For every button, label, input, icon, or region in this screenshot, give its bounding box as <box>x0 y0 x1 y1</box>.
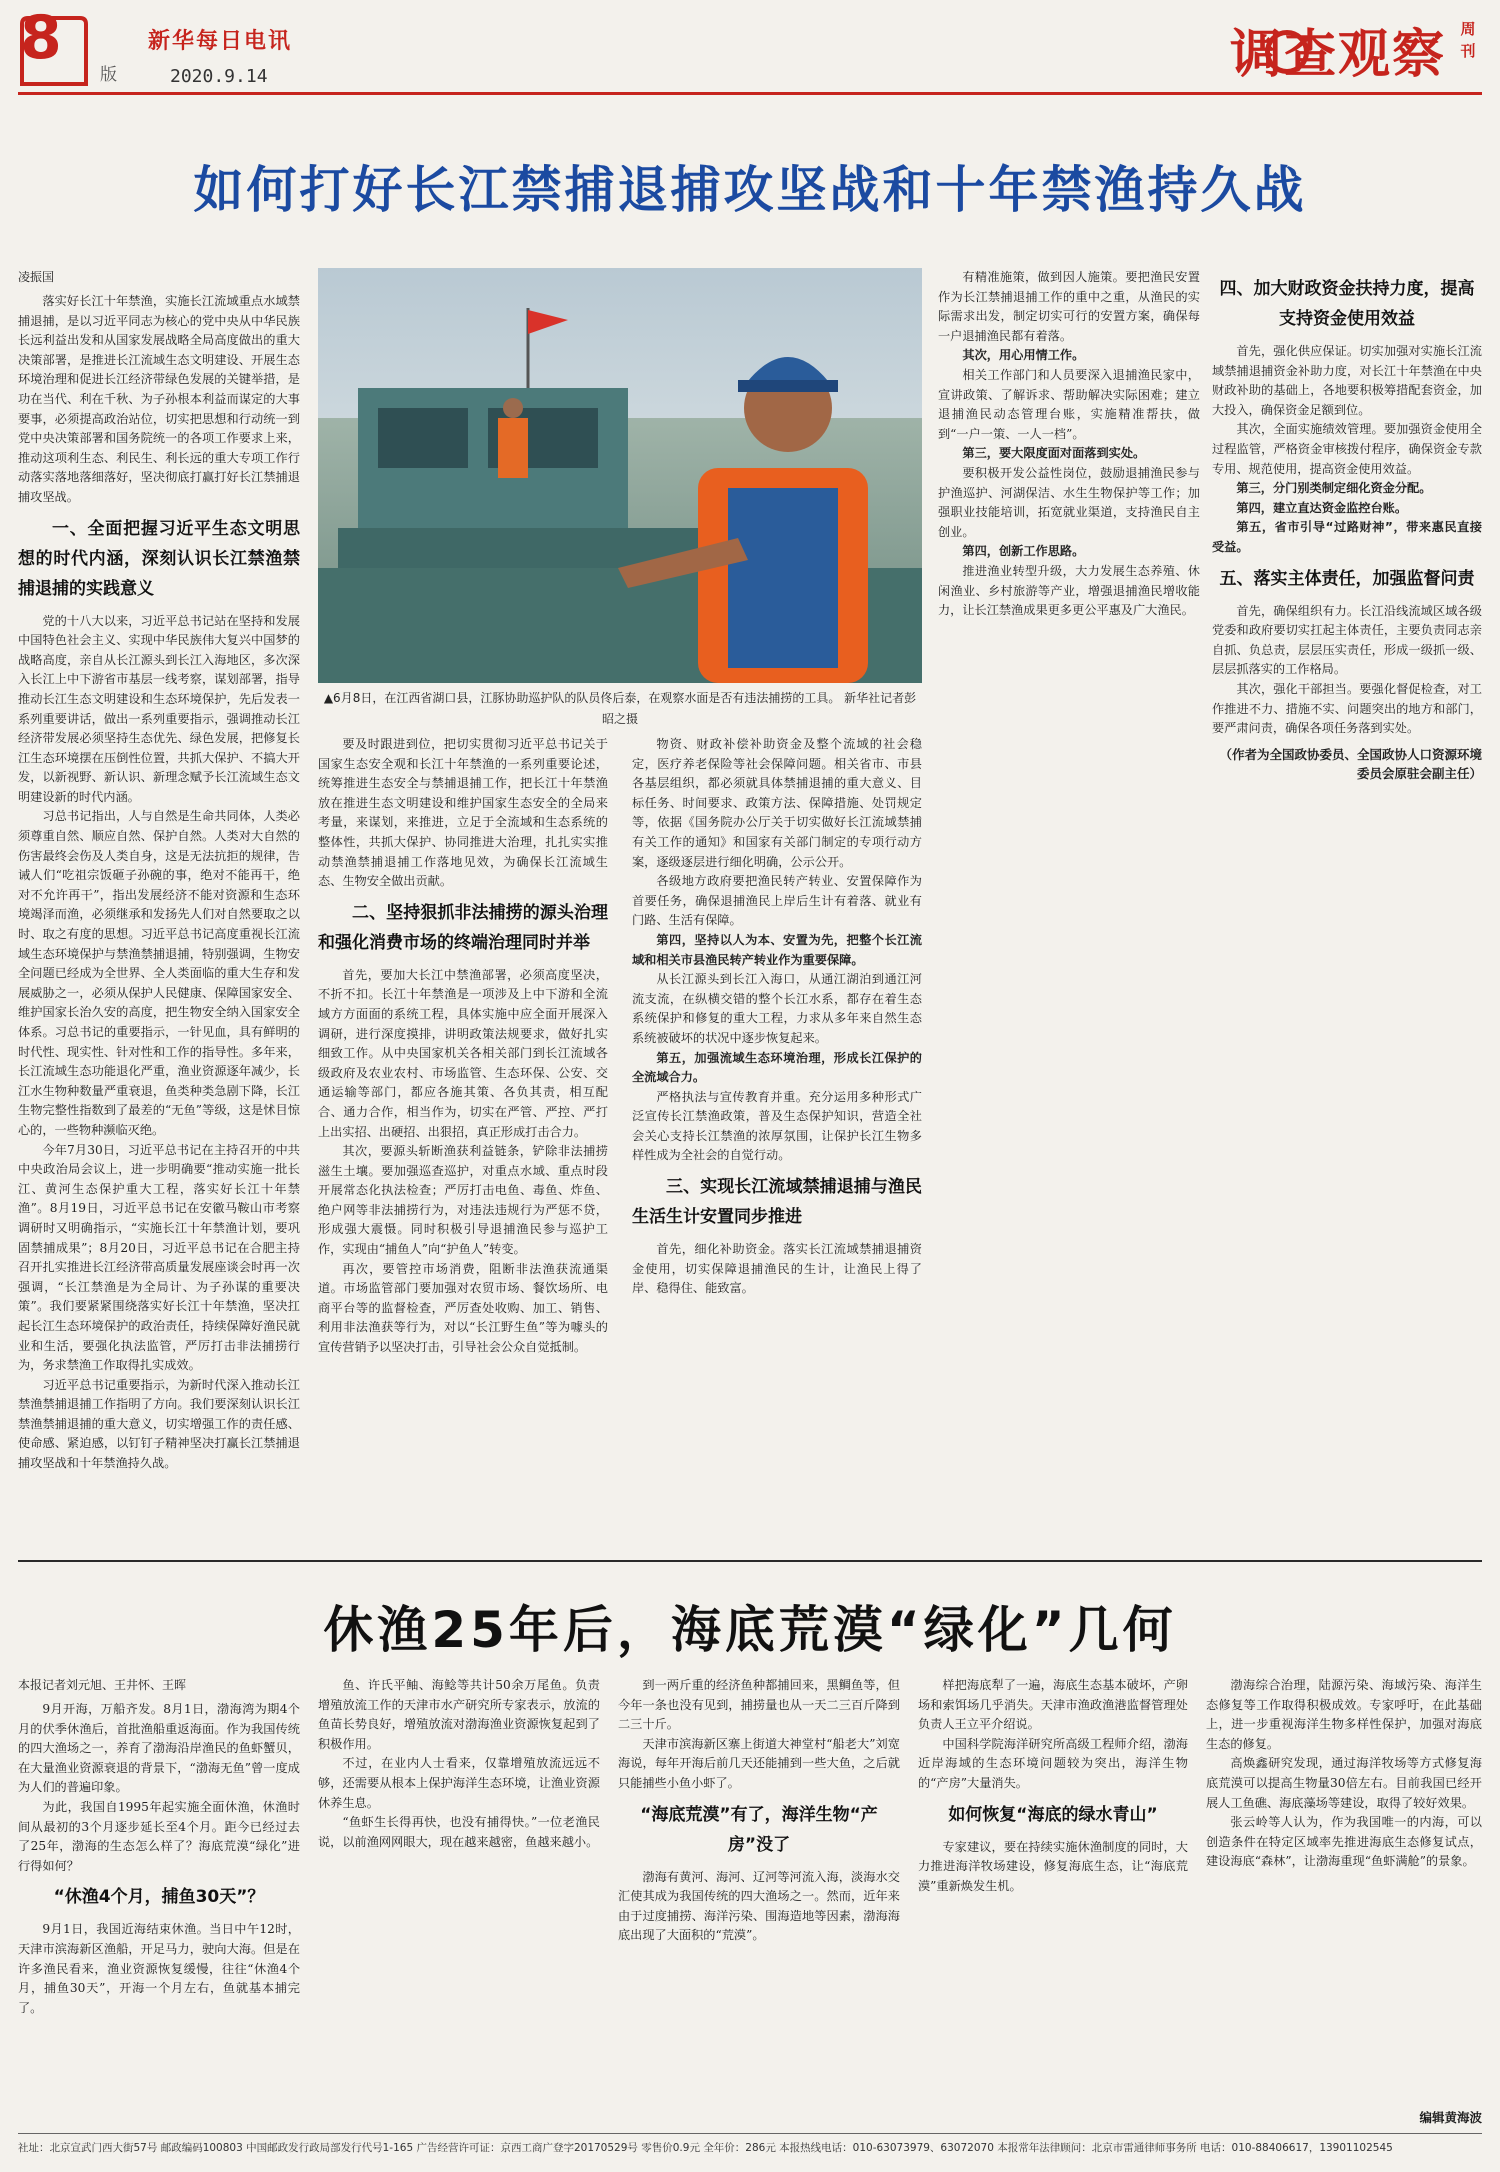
lead-phrase: 第四，建立直达资金监控台账。 <box>1236 500 1408 515</box>
lead-phrase: 第三，要大限度面对面落到实处。 <box>962 446 1146 461</box>
lead-phrase: 其次，用心用情工作。 <box>962 348 1085 363</box>
paragraph: 高焕鑫研究发现，通过海洋牧场等方式修复海底荒漠可以提高生物量30倍左右。目前我国已经开展人工鱼礁、海底藻场等建设，取得了较好效果。 <box>1206 1756 1482 1810</box>
paragraph: 推进渔业转型升级，大力发展生态养殖、休闲渔业、乡村旅游等产业，增强退捕渔民增收能力，让长江禁渔成果更多更公平惠及广大渔民。 <box>938 563 1200 618</box>
paragraph: 再次，要管控市场消费，阻断非法渔获流通渠道。市场监管部门要加强对农贸市场、餐饮场所、电商平台等的监督检查，严厉查处收购、加工、销售、利用非法渔获等行为，对以“长江野生鱼”等为噱头的宣传营销予以坚决打击，引导社会公众自觉抵制。 <box>318 1261 608 1355</box>
section-heading: 四、加大财政资金扶持力度，提高支持资金使用效益 <box>1219 279 1475 329</box>
fisherman-patrol-photo <box>318 268 922 683</box>
lead-phrase: 第五，省市引导“过路财神”，带来惠民直接受益。 <box>1212 520 1482 554</box>
issue-date: 2020.9.14 <box>170 66 268 87</box>
section-heading: 一、全面把握习近平生态文明思想的时代内涵，深刻认识长江禁渔禁捕退捕的实践意义 <box>18 518 300 599</box>
article1-byline: 凌振国 <box>18 270 55 284</box>
author-credit: （作者为全国政协委员、全国政协人口资源环境委员会原驻会副主任） <box>1219 746 1482 782</box>
article1-column-3 <box>632 735 922 1546</box>
article1-column-5 <box>1212 268 1482 1546</box>
paragraph: “鱼虾生长得再快，也没有捕得快。”一位老渔民说，以前渔网网眼大，现在越来越密，鱼越来越小。 <box>318 1815 600 1849</box>
masthead <box>0 0 1500 96</box>
article1-column-1 <box>18 292 300 1546</box>
lead-phrase: 第五，加强流域生态环境治理，形成长江保护的全流域合力。 <box>632 1050 922 1085</box>
article2-headline: 休渔25年后，海底荒漠“绿化”几何 <box>323 1601 1177 1659</box>
article2-column-1 <box>18 1700 300 2128</box>
paragraph: 专家建议，要在持续实施休渔制度的同时，大力推进海洋牧场建设，修复海底生态，让“海底荒漠”重新焕发生机。 <box>918 1839 1188 1893</box>
paragraph: 渤海综合治理，陆源污染、海域污染、海洋生态修复等工作取得积极成效。专家呼吁，在此基础上，进一步重视海洋生物多样性保护，加强对海底生态的修复。 <box>1206 1678 1482 1751</box>
paragraph: 中国科学院海洋研究所高级工程师介绍，渤海近岸海域的生态环境问题较为突出，海洋生物的“产房”大量消失。 <box>918 1736 1188 1790</box>
section-tag: 周刊 <box>1460 20 1476 60</box>
paragraph: 首先，确保组织有力。长江沿线流域区域各级党委和政府要切实扛起主体责任，主要负责同志亲自抓、负总责，层层压实责任，形成一级抓一级、层层抓落实的工作格局。 <box>1212 603 1482 677</box>
article2-byline: 本报记者刘元旭、王井怀、王晖 <box>18 1678 187 1692</box>
article1-column-4 <box>938 268 1200 1546</box>
paragraph: 9月开海，万船齐发。8月1日，渤海湾为期4个月的伏季休渔后，首批渔船重返海面。作为我国传统的四大渔场之一，养育了渤海沿岸渔民的鱼虾蟹贝，在大量渔业资源衰退的背景下，“渤海无鱼”曾一度成为人们的普遍印象。 <box>18 1702 300 1795</box>
photo-caption: ▲6月8日，在江西省湖口县，江豚协助巡护队的队员佟后泰，在观察水面是否有违法捕捞的工具。 新华社记者彭昭之摄 <box>323 691 917 726</box>
paragraph: 为此，我国自1995年起实施全面休渔，休渔时间从最初的3个月逐步延长至4个月。距今已经过去了25年，渤海的生态怎么样了？海底荒漠“绿化”进行得如何？ <box>18 1799 300 1873</box>
paragraph: 鱼、许氏平鲉、海鲶等共计50余万尾鱼。负责增殖放流工作的天津市水产研究所专家表示，放流的鱼苗长势良好，增殖放流对渤海渔业资源恢复起到了积极作用。 <box>318 1678 600 1751</box>
paragraph: 样把海底犁了一遍，海底生态基本破坏，产卵场和索饵场几乎消失。天津市渔政渔港监督管理处负责人王立平介绍说。 <box>918 1678 1188 1732</box>
paragraph: 习近平总书记重要指示，为新时代深入推动长江禁渔禁捕退捕工作指明了方向。我们要深刻认识长江禁渔禁捕退捕的重大意义，切实增强工作的责任感、使命感、紧迫感，以钉钉子精神坚决打赢长江禁捕退捕攻坚战和十年禁渔持久战。 <box>18 1377 300 1471</box>
paragraph: 物资、财政补偿补助资金及整个流域的社会稳定，医疗养老保险等社会保障问题。相关省市、市县各基层组织，都必须就具体禁捕退捕的重大意义、目标任务、时间要求、政策方法、保障措施、处罚规定等，依据《国务院办公厅关于切实做好长江流域禁捕有关工作的通知》和国家有关部门制定的专项行动方案，逐级逐层进行细化明确，公示公开。 <box>632 737 922 869</box>
paragraph: 有精准施策，做到因人施策。要把渔民安置作为长江禁捕退捕工作的重中之重，从渔民的实际需求出发，制定切实可行的安置方案，确保每一户退捕渔民都有着落。 <box>938 270 1200 343</box>
article2-column-3 <box>618 1676 900 2128</box>
paragraph: 9月1日，我国近海结束休渔。当日中午12时，天津市滨海新区渔船，开足马力，驶向大海。但是在许多渔民看来，渔业资源恢复缓慢，往往“休渔4个月，捕鱼30天”，开海一个月左右，鱼就基本捕完了。 <box>18 1922 300 2015</box>
section-heading: “海底荒漠”有了，海洋生物“产房”没了 <box>640 1804 878 1855</box>
paragraph: 其次，强化干部担当。要强化督促检查，对工作推进不力、措施不实、问题突出的地方和部门，要严肃问责，确保各项任务落到实处。 <box>1212 681 1482 736</box>
section-heading: 二、坚持狠抓非法捕捞的源头治理和强化消费市场的终端治理同时并举 <box>318 902 608 953</box>
page-number: 8 <box>20 3 62 73</box>
lead-phrase: 第四，坚持以人为本、安置为先，把整个长江流域和相关市县渔民转产转业作为重要保障。 <box>632 932 922 967</box>
news-photo <box>318 268 922 683</box>
lead-phrase: 第三，分门别类制定细化资金分配。 <box>1236 481 1432 496</box>
paragraph: 首先，要加大长江中禁渔部署，必须高度坚决，不折不扣。长江十年禁渔是一项涉及上中下游和全流域方方面面的系统工程，具体实施中应全面开展深入调研，进行深度摸排，讲明政策法规要求，做好扎实细致工作。从中央国家机关各相关部门到长江流域各级政府及农业农村、市场监管、生态环保、公安、交通运输等部门，都应各施其策、各负其责，相互配合、通力合作，相当作为，切实在严管、严控、严打上出实招、出硬招、出狠招，真正形成打击合力。 <box>318 967 608 1139</box>
section-heading: 如何恢复“海底的绿水青山” <box>948 1804 1158 1825</box>
paragraph: 党的十八大以来，习近平总书记站在坚持和发展中国特色社会主义、实现中华民族伟大复兴中国梦的战略高度，亲自从长江源头到长江入海地区，多次深入长江上中下游省市基层一线考察，谋划部署，指导推动长江生态文明建设和生态环境保护，先后发表一系列重要讲话，做出一系列重要指示，强调推动长江经济带发展必须坚持生态优先、绿色发展，把修复长江生态环境摆在压倒性位置，共抓大保护、不搞大开发，以新视野、新认识、新理念赋予长江流域生态文明建设新的时代内涵。 <box>18 613 300 804</box>
paragraph: 天津市滨海新区寨上街道大神堂村“船老大”刘宽海说，每年开海后前几天还能捕到一些大鱼，之后就只能捕些小鱼小虾了。 <box>618 1736 900 1790</box>
paragraph: 渤海有黄河、海河、辽河等河流入海，淡海水交汇使其成为我国传统的四大渔场之一。然而，近年来由于过度捕捞、海洋污染、围海造地等因素，渤海海底出现了大面积的“荒漠”。 <box>618 1869 900 1943</box>
masthead-rule <box>18 92 1482 95</box>
footer-info: 社址：北京宣武门西大街57号 邮政编码100803 中国邮政发行政局部发行代号1-165 广告经营许可证：京西工商广登字20170529号 零售价0.9元 全年价：286元 本报热线电话：010-63073979、63072070 本报常年法律顾问：北京市雷通律师事务所 电话：010-88406617，13901102545 <box>18 2142 1393 2154</box>
article2-column-5 <box>1206 1676 1482 2102</box>
paragraph: 首先，细化补助资金。落实长江流域禁捕退捕资金使用，切实保障退捕渔民的生计，让渔民上得了岸、稳得住、能致富。 <box>632 1242 922 1296</box>
section-title: 调查观察 <box>1229 25 1446 85</box>
article2-column-4 <box>918 1676 1188 2128</box>
paragraph: 各级地方政府要把渔民转产转业、安置保障作为首要任务，确保退捕渔民上岸后生计有着落、就业有门路、生活有保障。 <box>632 874 922 928</box>
paper-name: 新华每日电讯 <box>148 28 293 54</box>
paragraph: 落实好长江十年禁渔，实施长江流域重点水域禁捕退捕，是以习近平同志为核心的党中央从中华民族长远利益出发和从国家发展战略全局高度做出的重大决策部署，是推进长江流域生态文明建设、开展生态环境治理和促进长江经济带绿色发展的关键举措，是功在当代、利在千秋、为子孙根本利益而谋定的大事要事，必须提高政治站位，切实把思想和行动统一到党中央决策部署和国务院统一的各项工作要求上来，推动这项利生态、利民生、利长远的重大专项工作行动落实落地落细落好，坚决彻底打赢打好长江禁捕退捕攻坚战。 <box>18 294 300 504</box>
article1-column-2 <box>318 735 608 1546</box>
lead-phrase: 第四，创新工作思路。 <box>962 544 1085 559</box>
paragraph: 其次，全面实施绩效管理。要加强资金使用全过程监管，严格资金审核拨付程序，确保资金专款专用、规范使用，提高资金使用效益。 <box>1212 422 1482 476</box>
section-heading: 三、实现长江流域禁捕退捕与渔民生活生计安置同步推进 <box>632 1177 922 1228</box>
paragraph: 要及时跟进到位，把切实贯彻习近平总书记关于国家生态安全观和长江十年禁渔的一系列重要论述，统筹推进生态安全与禁捕退捕工作，把长江十年禁渔放在推进生态文明建设和维护国家生态安全的全局来考量，来谋划，来推进，立足于全流域和生态系统的整体性，共抓大保护、协同推进大治理，扎扎实实推动禁渔禁捕退捕工作落地见效，为确保长江流域生态、生物安全做出贡献。 <box>318 737 608 889</box>
paragraph: 从长江源头到长江入海口，从通江湖泊到通江河流支流，在纵横交错的整个长江水系，都存在着生态系统保护和修复的重大工程，力求从多年来自然生态系统被破坏的状况中逐步恢复起来。 <box>632 972 922 1045</box>
page-suffix: 版 <box>100 65 117 85</box>
paragraph: 习总书记指出，人与自然是生命共同体，人类必须尊重自然、顺应自然、保护自然。人类对大自然的伤害最终会伤及人类自身，这是无法抗拒的规律，告诫人们“吃祖宗饭砸子孙碗的事，绝对不能再干，绝对不允许再干”，指出发展经济不能对资源和生态环境竭泽而渔，必须继承和发扬先人们对自然要取之以时、取之有度的思想。习近平总书记高度重视长江流域生态环境保护与禁渔禁捕退捕，特别强调，生物安全问题已经成为全世界、全人类面临的重大生存和发展威胁之一，必须从保护人民健康、保障国家安全、维护国家长治久安的高度，把生物安全纳入国家安全体系。习总书记的重要指示，一针见血，具有鲜明的时代性、现实性、针对性和工作的指导性。多年来，长江流域生态功能退化严重，渔业资源逐年减少，长江水生物种数量严重衰退，鱼类种类急剧下降，长江生物完整性指数到了最差的“无鱼”等级，这是怵目惊心的，一些物种濒临灭绝。 <box>18 809 300 1137</box>
section-heading: “休渔4个月，捕鱼30天”？ <box>53 1887 265 1908</box>
paragraph: 张云岭等人认为，作为我国唯一的内海，可以创造条件在特定区域率先推进海底生态修复试点，建设海底“森林”，让渤海重现“鱼虾满舱”的景象。 <box>1206 1815 1482 1869</box>
paragraph: 严格执法与宣传教育并重。充分运用多种形式广泛宣传长江禁渔政策，普及生态保护知识，营造全社会关心支持长江禁渔的浓厚氛围，让保护长江生物多样性成为全社会的自觉行动。 <box>632 1089 922 1163</box>
paragraph: 要积极开发公益性岗位，鼓励退捕渔民参与护渔巡护、河湖保洁、水生生物保护等工作；加强职业技能培训，拓宽就业渠道，支持渔民自主创业。 <box>938 465 1200 539</box>
paragraph: 今年7月30日，习近平总书记在主持召开的中共中央政治局会议上，进一步明确要“推动实施一批长江、黄河生态保护重大工程，落实好长江十年禁渔”。8月19日，习近平总书记在安徽马鞍山市考察调研时又明确指示，“实施长江十年禁渔计划，要巩固禁捕成果”；8月20日，习近平总书记在合肥主持召开扎实推进长江经济带高质量发展座谈会时再一次强调，“长江禁渔是为全局计、为子孙谋的重要决策”。我们要紧紧围绕落实好长江十年禁渔，坚决扛起长江生态环境保护的政治责任，持续保障好渔民就业和生活，要强化执法监管，严厉打击非法捕捞行为，务求禁渔工作取得扎实成效。 <box>18 1142 300 1373</box>
article1-headline: 如何打好长江禁捕退捕攻坚战和十年禁渔持久战 <box>193 161 1307 219</box>
article2-column-2 <box>318 1676 600 2128</box>
editor-credit: 编辑黄海波 <box>1419 2110 1482 2125</box>
paragraph: 相关工作部门和人员要深入退捕渔民家中，宣讲政策、了解诉求、帮助解决实际困难；建立退捕渔民动态管理台账，实施精准帮扶，做到“一户一策、一人一档”。 <box>938 367 1200 441</box>
section-heading: 五、落实主体责任，加强监督问责 <box>1219 568 1475 589</box>
footer-rule <box>18 2133 1482 2134</box>
paragraph: 不过，在业内人士看来，仅靠增殖放流远远不够，还需要从根本上保护海洋生态环境，让渔业资源休养生息。 <box>318 1756 600 1810</box>
paragraph: 首先，强化供应保证。切实加强对实施长江流域禁捕退捕资金补助力度，对长江十年禁渔在中央财政补助的基础上，各地要积极筹措配套资金，加大投入，确保资金足额到位。 <box>1212 344 1482 417</box>
paragraph: 其次，要源头斩断渔获利益链条，铲除非法捕捞滋生土壤。要加强巡查巡护，对重点水域、重点时段开展常态化执法检查；严厉打击电鱼、毒鱼、炸鱼、绝户网等非法捕捞行为，对违法违规行为严惩不贷，形成强大震慑。同时积极引导退捕渔民参与巡护工作，实现由“捕鱼人”向“护鱼人”转变。 <box>318 1144 608 1257</box>
paragraph: 到一两斤重的经济鱼种都捕回来，黑鲷鱼等，但今年一条也没有见到，捕捞量也从一天二三百斤降到二三十斤。 <box>618 1678 900 1732</box>
article-divider <box>18 1560 1482 1562</box>
